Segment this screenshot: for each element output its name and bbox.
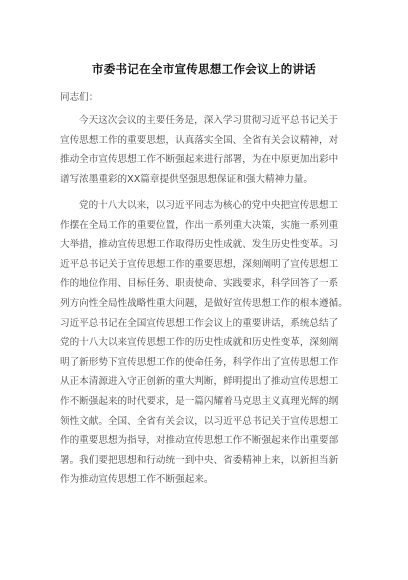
text-line: 谱写浓墨重彩的XX篇章提供坚强思想保证和强大精神力量。 (60, 173, 313, 185)
text-line: 列方向性全局性战略性重大问题，是做好宣传思想工作的根本遵循。 (60, 297, 348, 309)
text-line: 宣传思想工作的重要思想，认真落实全国、全省有关会议精神，对 (60, 134, 339, 146)
salutation: 同志们： (60, 92, 99, 103)
text-line: 作不断强起来的时代要求，是一篇闪耀着马克思主义真理光辉的纲 (60, 395, 339, 407)
text-line: 署。我们要把思想和行动统一到中央、省委精神上来，以新担当新 (60, 454, 339, 466)
text-line: 今天这次会议的主要任务是，深入学习贯彻习近平总书记关于 (79, 115, 339, 126)
text-line: 作摆在全局工作的重要位置，作出一系列重大决策，实施一系列重 (60, 219, 339, 231)
text-line: 明了新形势下宣传思想工作的使命任务，科学作出了宣传思想工作 (60, 356, 339, 368)
text-line: 大举措，推动宣传思想工作取得历史性成就、发生历史性变革。习 (60, 239, 339, 251)
text-line: 从正本清源进入守正创新的重大判断，鲜明提出了推动宣传思想工 (60, 376, 339, 388)
text-line: 作的地位作用、目标任务、职责使命、实践要求，科学回答了一系 (60, 278, 339, 290)
paragraph-1 (60, 111, 360, 189)
text-line: 习近平总书记在全国宣传思想工作会议上的重要讲话，系统总结了 (60, 317, 339, 329)
paragraph-2 (60, 196, 360, 490)
text-line: 推动全市宣传思想工作不断强起来进行部署，为在中原更加出彩中 (60, 154, 339, 166)
text-line: 作为推动宣传思想工作不断强起来。 (60, 474, 214, 486)
text-line: 作的重要思想为指导，对推动宣传思想工作不断强起来作出重要部 (60, 435, 339, 447)
text-line: 领性文献。全国、全省有关会议，以习近平总书记关于宣传思想工 (60, 415, 339, 427)
document-title: 市委书记在全市宣传思想工作会议上的讲话 (91, 62, 317, 76)
text-line: 党的十八大以来宣传思想工作的历史性成就和历史性变革，深刻阐 (60, 337, 339, 349)
text-line: 党的十八大以来，以习近平同志为核心的党中央把宣传思想工 (79, 200, 339, 211)
text-line: 近平总书记关于宣传思想工作的重要思想，深刻阐明了宣传思想工 (60, 258, 339, 270)
